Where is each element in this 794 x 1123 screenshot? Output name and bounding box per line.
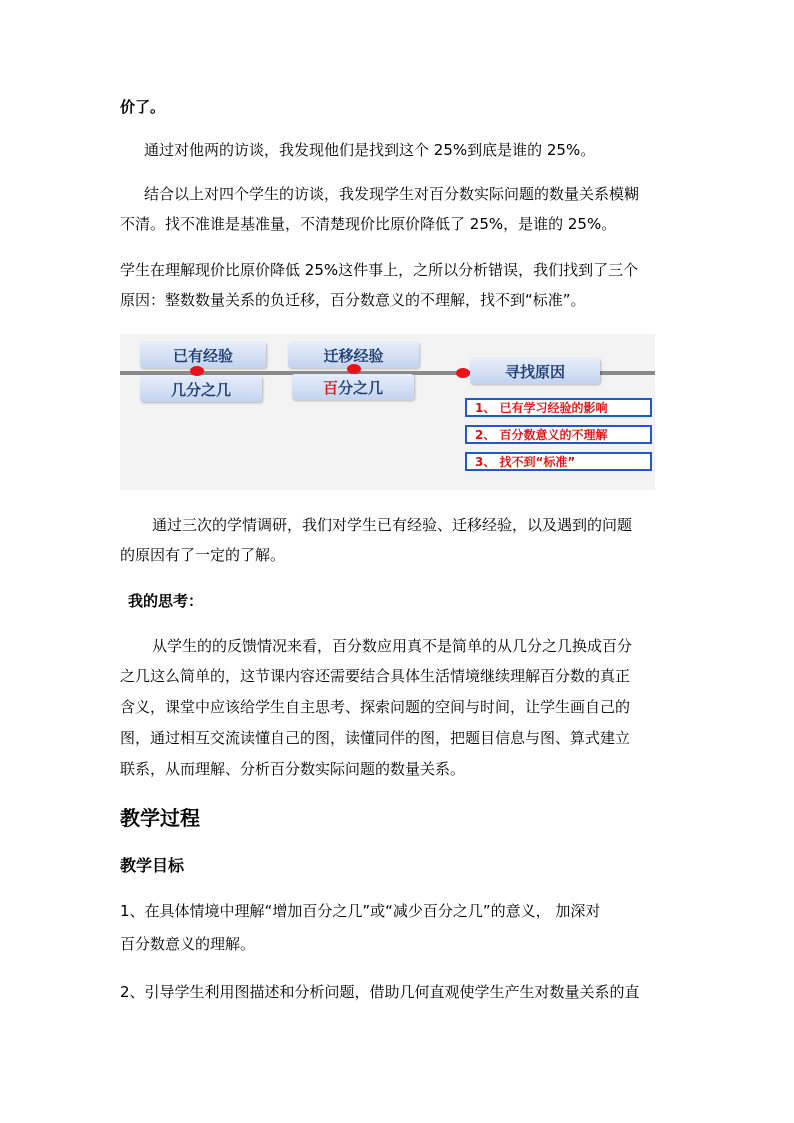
percent-first-char: 百 bbox=[322, 378, 338, 397]
paragraph-thinking-line2: 之几这么简单的，这节课内容还需要结合具体生活情境继续理解百分数的真正 bbox=[120, 667, 631, 685]
paragraph-survey-line2: 的原因有了一定的了解。 bbox=[120, 546, 286, 564]
reason-item-1 bbox=[465, 398, 652, 417]
fraction-text: 几分之几 bbox=[170, 380, 231, 399]
percent-label bbox=[292, 374, 414, 400]
paragraph-summary-line1: 结合以上对四个学生的访谈，我发现学生对百分数实际问题的数量关系模糊 bbox=[144, 185, 640, 203]
paragraph-fragment: 价了。 bbox=[120, 98, 166, 116]
paragraph-reasons-line2: 原因：整数数量关系的负迁移，百分数意义的不理解，找不到“标准”。 bbox=[120, 291, 586, 309]
transfer-experience-text: 迁移经验 bbox=[323, 346, 384, 365]
goal-1-line2: 百分数意义的理解。 bbox=[120, 935, 256, 953]
paragraph-thinking-line1: 从学生的的反馈情况来看，百分数应用真不是简单的从几分之几换成百分 bbox=[152, 637, 633, 655]
reason-item-2 bbox=[465, 425, 652, 444]
reason-text-1: 1、 已有学习经验的影响 bbox=[475, 401, 608, 415]
paragraph-thinking-line4: 图，通过相互交流读懂自己的图，读懂同伴的图，把题目信息与图、算式建立 bbox=[120, 729, 631, 747]
reason-text-2: 2、 百分数意义的不理解 bbox=[475, 428, 608, 442]
goal-2-line1: 2、引导学生利用图描述和分析问题，借助几何直观使学生产生对数量关系的直 bbox=[120, 983, 640, 1001]
fraction-label bbox=[140, 376, 262, 402]
existing-experience-text: 已有经验 bbox=[172, 346, 233, 365]
paragraph-thinking-line5: 联系，从而理解、分析百分数实际问题的数量关系。 bbox=[120, 760, 466, 778]
section-heading: 教学过程 bbox=[120, 806, 200, 830]
timeline-marker-1 bbox=[190, 366, 204, 376]
paragraph-survey-line1: 通过三次的学情调研，我们对学生已有经验、迁移经验，以及遇到的问题 bbox=[152, 516, 633, 534]
reason-text-3: 3、 找不到“标准” bbox=[475, 455, 576, 469]
goals-heading: 教学目标 bbox=[120, 856, 185, 875]
timeline-marker-2 bbox=[347, 364, 361, 374]
find-reasons-text: 寻找原因 bbox=[504, 362, 565, 381]
find-reasons-label bbox=[470, 358, 600, 384]
paragraph-reasons-line1: 学生在理解现价比原价降低 25%这件事上，之所以分析错误，我们找到了三个 bbox=[120, 261, 639, 279]
goal-1-line1: 1、在具体情境中理解“增加百分之几”或“减少百分之几”的意义， 加深对 bbox=[120, 902, 601, 920]
reason-item-3 bbox=[465, 452, 652, 471]
percent-rest-text: 分之几 bbox=[338, 378, 384, 397]
paragraph-thinking-line3: 含义，课堂中应该给学生自主思考、探索问题的空间与时间，让学生画自己的 bbox=[120, 698, 631, 716]
thinking-heading: 我的思考： bbox=[128, 592, 204, 610]
paragraph-interview-result: 通过对他两的访谈，我发现他们是找到这个 25%到底是谁的 25%。 bbox=[144, 141, 596, 159]
existing-experience-label bbox=[140, 342, 266, 368]
paragraph-summary-line2: 不清。找不准谁是基准量，不清楚现价比原价降低了 25%，是谁的 25%。 bbox=[120, 215, 617, 233]
experience-diagram bbox=[120, 334, 655, 490]
timeline-marker-3 bbox=[456, 368, 470, 378]
